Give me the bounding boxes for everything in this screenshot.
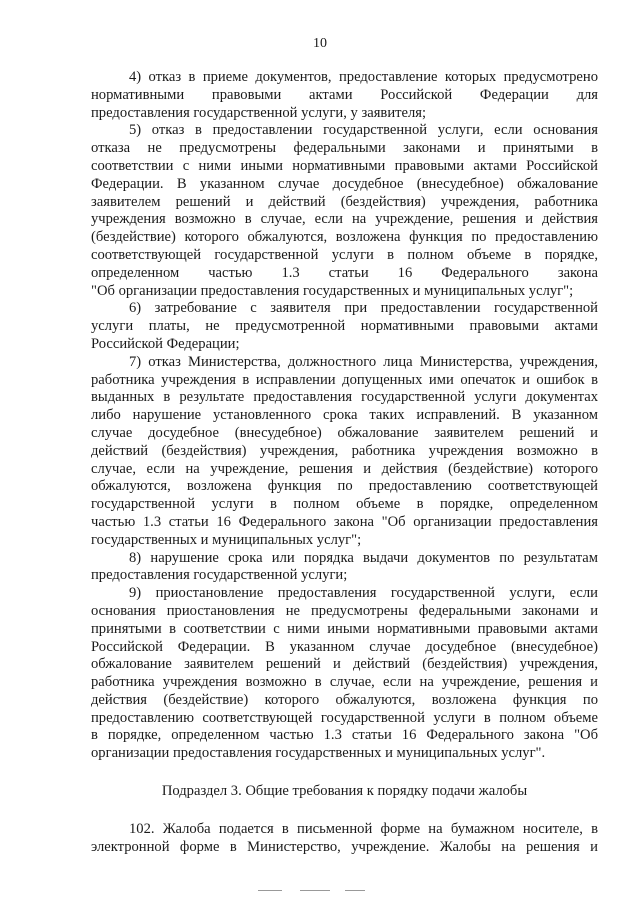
subsection-heading: Подраздел 3. Общие требования к порядку подачи жалобы [161, 783, 528, 800]
document-body [91, 69, 598, 856]
text-line: электронной форме в Министерство, учреждение. Жалобы на решения и [91, 838, 598, 855]
text-line: обжалуются, возложена функция по предоставлению соответствующей [91, 478, 598, 495]
text-line: предоставлению соответствующей государственной услуги в полном объеме [91, 709, 598, 726]
text-line: 4) отказ в приеме документов, предоставление которых предусмотрено [129, 69, 598, 85]
text-line: в порядке, определенном частью 1.3 статьи 16 Федерального закона "Об [91, 727, 598, 744]
text-line: работника учреждения возможно в случае, если на учреждение, решения и [91, 674, 598, 691]
text-line: "Об организации предоставления государственных и муниципальных услуг"; [91, 282, 574, 299]
text-line: предоставления государственной услуги, у заявителя; [91, 104, 427, 121]
scan-mark [300, 890, 330, 891]
list-item-7 [91, 354, 598, 550]
text-line: 7) отказ Министерства, должностного лица Министерства, учреждения, [129, 353, 598, 370]
text-line: выданных в результате предоставления государственной услуги документах [91, 389, 598, 406]
text-line: частью 1.3 статьи 16 Федерального закона "Об организации предоставления [91, 513, 598, 530]
text-line: Российской Федерации; [91, 335, 240, 352]
scan-mark [258, 890, 282, 891]
text-line: действий (бездействия) учреждения, работника учреждения возможно в [91, 442, 598, 459]
text-line: государственных и муниципальных услуг"; [91, 531, 362, 548]
text-line: случае, если на учреждение, решения и действия (бездействие) которого [91, 460, 598, 477]
scan-mark [345, 890, 365, 891]
text-line: 6) затребование с заявителя при предоставлении государственной [129, 300, 598, 317]
list-item-9 [91, 585, 598, 763]
text-line: 5) отказ в предоставлении государственной услуги, если основания [129, 122, 598, 139]
text-line: случае досудебное (внесудебное) обжалование заявителем решений и [91, 424, 598, 441]
text-line: Российской Федерации. В указанном случае досудебное (внесудебное) [91, 638, 598, 655]
text-line: либо нарушение установленного срока таких исправлений. В указанном [91, 407, 598, 424]
text-line: 9) приостановление предоставления государственной услуги, если [129, 585, 598, 602]
text-line: основания приостановления не предусмотрены федеральными законами и [91, 602, 598, 619]
page-number: 10 [313, 36, 327, 51]
list-item-8 [91, 550, 598, 586]
text-line: работника учреждения в исправлении допущенных ими опечаток и ошибок в [91, 371, 598, 388]
text-line: организации предоставления государственных и муниципальных услуг". [91, 745, 546, 762]
scan-edge-marks [0, 880, 640, 905]
text-line: Федерации. В указанном случае досудебное (внесудебное) обжалование [91, 175, 598, 192]
text-line: обжалование заявителем решений и действий (бездействия) учреждения, [91, 656, 598, 673]
text-line: 8) нарушение срока или порядка выдачи документов по результатам [129, 549, 598, 566]
text-line: (бездействие) которого обжалуются, возложена функция по предоставлению [91, 229, 598, 246]
list-item-6 [91, 300, 598, 353]
text-line: отказа не предусмотрены федеральными законами и принятыми в [91, 140, 598, 157]
text-line: определенном частью 1.3 статьи 16 Федерального закона [91, 264, 598, 281]
text-line: нормативными правовыми актами Российской Федерации для [91, 86, 598, 103]
list-item-102 [91, 821, 598, 857]
list-item-5 [91, 122, 598, 300]
text-line: услуги платы, не предусмотренной нормативными правовыми актами [91, 318, 598, 335]
text-line: учреждения возможно в случае, если на учреждение, решения и действия [91, 211, 598, 228]
text-line: заявителем решений и действий (бездействия) учреждения, работника [91, 193, 598, 210]
text-line: государственной услуги в полном объеме в порядке, определенном [91, 496, 598, 513]
text-line: действия (бездействие) которого обжалуются, возложена функция по [91, 691, 598, 708]
text-line: принятыми в соответствии с ними иными нормативными правовыми актами [91, 620, 598, 637]
text-line: соответствующей государственной услуги в полном объеме в порядке, [91, 246, 598, 263]
list-item-4 [91, 69, 598, 122]
text-line: соответствии с ними иными нормативными правовыми актами Российской [91, 157, 598, 174]
text-line: предоставления государственной услуги; [91, 567, 348, 584]
text-line: 102. Жалоба подается в письменной форме на бумажном носителе, в [129, 820, 598, 837]
